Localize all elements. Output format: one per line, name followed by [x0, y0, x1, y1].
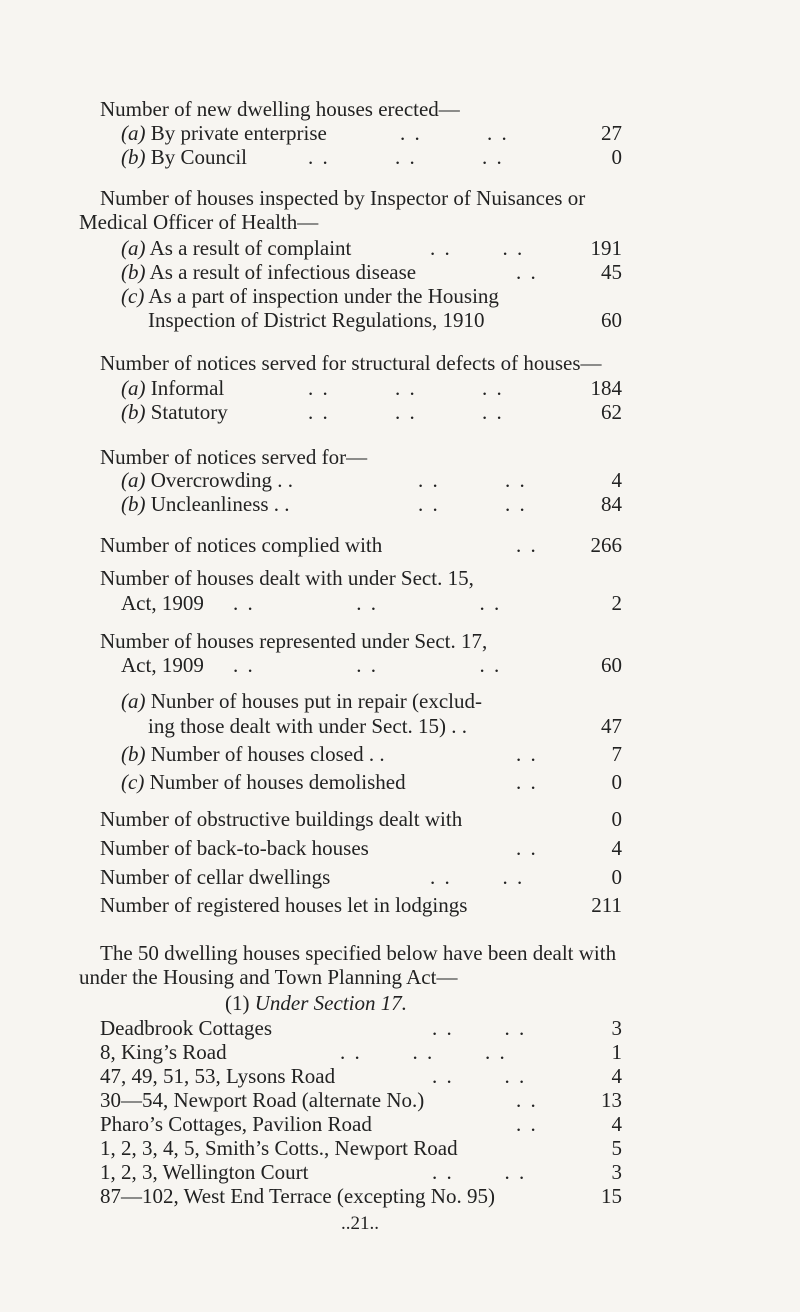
leader-dots: . . . . — [432, 1064, 527, 1088]
s9-row-3-text: 30—54, Newport Road (alternate No.) — [100, 1088, 425, 1112]
s3-a-value: 184 — [590, 376, 622, 400]
s2-c-text1: As a part of inspection under the Housing — [148, 284, 499, 308]
leader-dots: . . . . — [430, 865, 525, 889]
s7-a-letter: (a) — [121, 689, 146, 713]
s7-b-text: Number of houses closed — [150, 742, 364, 766]
leader-dots: . . — [273, 492, 290, 516]
s1-heading: Number of new dwelling houses erected— — [100, 97, 460, 121]
s2-c-letter: (c) — [121, 284, 145, 308]
s7-item-b — [121, 741, 385, 767]
s9-para-line2: under the Housing and Town Planning Act— — [79, 965, 458, 989]
s9-para-line1: The 50 dwelling houses specified below have been dealt with — [100, 941, 617, 965]
leader-dots: . . . . — [430, 236, 525, 260]
leader-dots: . . . . . . — [233, 653, 502, 677]
s8-row-3-value: 211 — [591, 893, 622, 917]
leader-dots: . . . . . . — [233, 591, 502, 615]
s4-a-letter: (a) — [121, 468, 146, 492]
s9-subheading — [225, 990, 407, 1016]
s9-row-1-value: 1 — [611, 1040, 622, 1064]
s7-item-a — [121, 688, 482, 714]
s3-b-text: Statutory — [150, 400, 228, 424]
s7-a-text1: Nunber of houses put in repair (exclud- — [150, 689, 482, 713]
s7-item-c — [121, 769, 406, 795]
leader-dots: . . — [451, 714, 468, 738]
s9-row-7-text: 87—102, West End Terrace (excepting No. 95) — [100, 1184, 495, 1208]
s5-text: Number of notices complied with — [100, 533, 383, 557]
s4-heading: Number of notices served for— — [100, 445, 368, 469]
s4-b-text: Uncleanliness — [150, 492, 269, 516]
s9-row-6-value: 3 — [611, 1160, 622, 1184]
s7-value: 60 — [601, 653, 622, 677]
s2-heading-line1: Number of houses inspected by Inspector of Nuisances or — [100, 186, 586, 210]
s9-row-4-value: 4 — [611, 1112, 622, 1136]
s2-b-text: As a result of infectious disease — [149, 260, 417, 284]
s1-b-text: By Council — [150, 145, 248, 169]
s5-value: 266 — [590, 533, 622, 557]
s7-c-letter: (c) — [121, 770, 145, 794]
s7-c-value: 0 — [611, 770, 622, 794]
s7-b-letter: (b) — [121, 742, 146, 766]
leader-dots: . . . . . . — [308, 145, 504, 169]
leader-dots: . . — [516, 770, 538, 794]
s6-text2: Act, 1909 — [121, 591, 204, 615]
leader-dots: . . . . — [432, 1016, 527, 1040]
s8-row-2-text: Number of cellar dwellings — [100, 865, 331, 889]
s7-a-value: 47 — [601, 714, 622, 738]
s4-a-text: Overcrowding — [150, 468, 273, 492]
leader-dots: . . — [516, 1112, 538, 1136]
s2-b-value: 45 — [601, 260, 622, 284]
s1-b-value: 0 — [611, 145, 622, 169]
s2-a-letter: (a) — [121, 236, 146, 260]
s2-item-b — [121, 259, 416, 285]
s8-row-2-value: 0 — [611, 865, 622, 889]
s1-a-text: By private enterprise — [150, 121, 327, 145]
s7-a-text2: ing those dealt with under Sect. 15) — [148, 714, 447, 738]
s9-sub-title: Under Section 17. — [254, 991, 407, 1015]
leader-dots: . . . . — [432, 1160, 527, 1184]
s3-a-text: Informal — [150, 376, 225, 400]
s9-row-0-value: 3 — [611, 1016, 622, 1040]
s9-row-3-value: 13 — [601, 1088, 622, 1112]
s2-item-c — [121, 283, 499, 309]
s9-row-2-value: 4 — [611, 1064, 622, 1088]
s1-a-value: 27 — [601, 121, 622, 145]
leader-dots: . . — [516, 533, 538, 557]
s9-row-0-text: Deadbrook Cottages — [100, 1016, 273, 1040]
s9-row-1-text: 8, King’s Road — [100, 1040, 227, 1064]
s1-item-b — [121, 144, 247, 170]
s6-text1: Number of houses dealt with under Sect. 15, — [100, 566, 474, 590]
page-number: ..21.. — [341, 1213, 379, 1234]
leader-dots: . . — [516, 836, 538, 860]
leader-dots: . . — [516, 742, 538, 766]
s9-sub-num: (1) — [225, 991, 250, 1015]
leader-dots: . . — [368, 742, 385, 766]
s2-c-text2: Inspection of District Regulations, 1910 — [148, 308, 485, 332]
s3-b-value: 62 — [601, 400, 622, 424]
leader-dots: . . . . — [418, 468, 527, 492]
s4-b-value: 84 — [601, 492, 622, 516]
s2-a-text: As a result of complaint — [149, 236, 352, 260]
leader-dots: . . — [277, 468, 294, 492]
s6-value: 2 — [611, 591, 622, 615]
leader-dots: . . — [516, 260, 538, 284]
s9-row-2-text: 47, 49, 51, 53, Lysons Road — [100, 1064, 336, 1088]
s2-b-letter: (b) — [121, 260, 146, 284]
s7-a-line2 — [148, 713, 467, 739]
s2-heading-line2: Medical Officer of Health— — [79, 210, 319, 234]
leader-dots: . . . . . . — [340, 1040, 507, 1064]
s1-a-letter: (a) — [121, 121, 146, 145]
s3-item-a — [121, 375, 224, 401]
s8-row-0-value: 0 — [611, 807, 622, 831]
leader-dots: . . — [516, 1088, 538, 1112]
leader-dots: . . . . . . — [308, 400, 504, 424]
s9-row-6-text: 1, 2, 3, Wellington Court — [100, 1160, 309, 1184]
s7-c-text: Number of houses demolished — [149, 770, 406, 794]
s8-row-1-value: 4 — [611, 836, 622, 860]
leader-dots: . . . . — [400, 121, 509, 145]
s8-row-1-text: Number of back-to-back houses — [100, 836, 369, 860]
leader-dots: . . . . . . — [308, 376, 504, 400]
s9-row-5-text: 1, 2, 3, 4, 5, Smith’s Cotts., Newport Road — [100, 1136, 458, 1160]
s4-b-letter: (b) — [121, 492, 146, 516]
s4-item-b — [121, 491, 290, 517]
s8-row-3-text: Number of registered houses let in lodgings — [100, 893, 468, 917]
s1-item-a — [121, 120, 327, 146]
s2-item-a — [121, 235, 351, 261]
s9-row-4-text: Pharo’s Cottages, Pavilion Road — [100, 1112, 372, 1136]
s2-c-value: 60 — [601, 308, 622, 332]
s7-text1: Number of houses represented under Sect. 17, — [100, 629, 488, 653]
s9-row-5-value: 5 — [611, 1136, 622, 1160]
s4-item-a — [121, 467, 293, 493]
s7-b-value: 7 — [611, 742, 622, 766]
s8-row-0-text: Number of obstructive buildings dealt with — [100, 807, 463, 831]
leader-dots: . . . . — [418, 492, 527, 516]
s4-a-value: 4 — [611, 468, 622, 492]
s3-item-b — [121, 399, 228, 425]
s7-text2: Act, 1909 — [121, 653, 204, 677]
s9-row-7-value: 15 — [601, 1184, 622, 1208]
s3-b-letter: (b) — [121, 400, 146, 424]
s2-a-value: 191 — [590, 236, 622, 260]
s3-heading: Number of notices served for structural defects of houses— — [100, 351, 602, 375]
s3-a-letter: (a) — [121, 376, 146, 400]
s1-b-letter: (b) — [121, 145, 146, 169]
